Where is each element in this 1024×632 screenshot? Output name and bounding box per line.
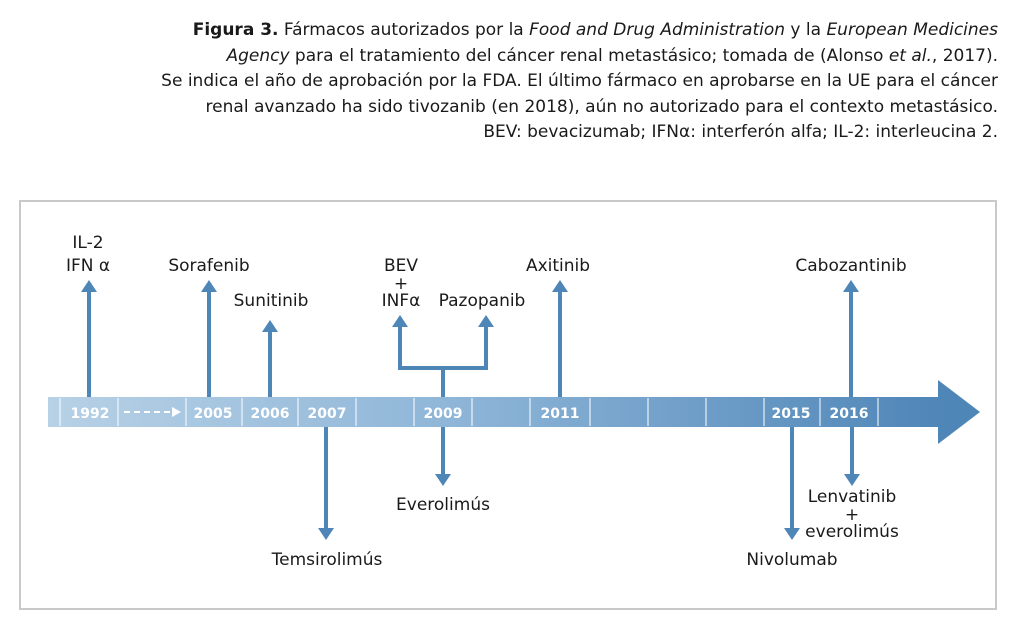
caption-text-4: , 2017). [931,45,998,66]
down-arrows [318,427,860,540]
et-al: et al. [888,45,932,66]
caption-text-2: y la [785,20,827,40]
year-1992: 1992 [70,406,110,422]
ema-name-2: Agency [226,45,290,66]
caption-text-1: Fármacos autorizados por la [278,20,530,40]
caption-text-3: para el tratamiento del cáncer renal metastásico; tomada de (Alonso [289,45,889,66]
caption-line-4: renal avanzado ha sido tivozanib (en 2018), aún no autorizado para el contexto metastásico. [205,96,998,117]
caption-line-3: Se indica el año de aprobación por la FDA. El último fármaco en aprobarse en la UE para el cáncer [161,71,998,91]
year-2007: 2007 [307,406,347,422]
ema-name: European Medicines [826,20,998,40]
label-nivolumab: Nivolumab [746,550,838,570]
label-sunitinib: Sunitinib [233,291,309,311]
label-everolimus-2: everolimús [805,522,899,542]
year-2006: 2006 [250,406,290,422]
label-sorafenib: Sorafenib [168,256,250,276]
label-ifn: IFN α [65,256,111,276]
year-2015: 2015 [771,406,811,422]
year-2011: 2011 [540,406,580,422]
label-cabozantinib: Cabozantinib [795,256,907,276]
label-everolimus: Everolimús [396,495,490,515]
timeline-arrowhead [938,380,980,444]
label-bev: BEV [383,256,419,276]
label-lenvatinib: Lenvatinib [807,487,897,507]
fda-name: Food and Drug Administration [529,20,786,40]
label-plus-bev: + [393,274,409,294]
label-pazopanib: Pazopanib [438,291,526,311]
fork-2009-arrows [392,315,494,397]
year-2005: 2005 [193,406,233,422]
label-axitinib: Axitinib [525,256,591,276]
label-il2: IL-2 [72,233,104,253]
year-2016: 2016 [829,406,869,422]
year-2009: 2009 [423,406,463,422]
label-plus-lenvatinib: + [844,505,860,525]
figure-label: Figura 3. [192,20,279,40]
label-infa: INFα [381,291,421,311]
label-temsirolimus: Temsirolimús [271,550,383,570]
caption-line-5: BEV: bevacizumab; IFNα: interferón alfa; IL-2: interleucina 2. [483,122,998,142]
